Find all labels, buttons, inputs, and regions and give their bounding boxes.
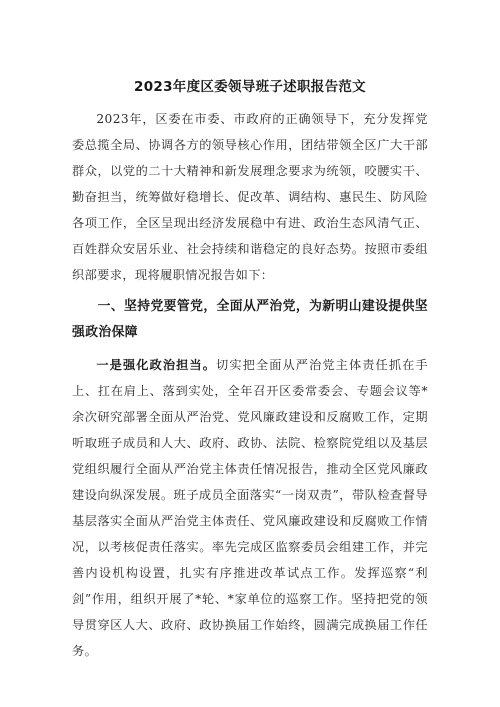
document-title: 2023年度区委领导班子述职报告范文 (134, 79, 366, 95)
item-lead: 一是强化政治担当。 (96, 358, 217, 372)
section-heading: 一、坚持党要管党，全面从严治党，为新明山建设提供坚强政治保障 (72, 299, 428, 340)
item-paragraph (72, 352, 428, 664)
intro-paragraph: 2023年，区委在市委、市政府的正确领导下，充分发挥党委总揽全局、协调各方的领导核心作用，团结带领全区广大干部群众，以党的二十大精神和新发展理念要求为统领，咬腰实干、勤奋担当，统筹做好稳增长、促改革、调结构、惠民生、防风险各项工作，全区呈现出经济发展稳中有进、政治生态风清气正、百姓群众安居乐业、社会持续和谐稳定的良好态势。按照市委组织部要求，现将履职情况报告如下： (72, 112, 428, 282)
item-body: 切实把全面从严治党主体责任抓在手上、扛在肩上、落到实处，全年召开区委常委会、专题会议等*余次研究部署全面从严治党、党风廉政建设和反腐败工作，定期听取班子成员和人大、政府、政协、法院、检察院党组以及基层党组织履行全面从严治党主体责任情况报告，推动全区党风廉政建设向纵深发展。班子成员全面落实“一岗双责”，带队检查督导基层落实全面从严治党主体责任、党风廉政建设和反腐败工作情况，以考核促责任落实。率先完成区监察委员会组建工作，并完善内设机构设置，扎实有序推进改革试点工作。发挥巡察“利剑”作用，组织开展了*轮、*家单位的巡察工作。坚持把党的领导贯穿区人大、政府、政协换届工作始终，圆满完成换届工作任务。 (72, 358, 428, 658)
